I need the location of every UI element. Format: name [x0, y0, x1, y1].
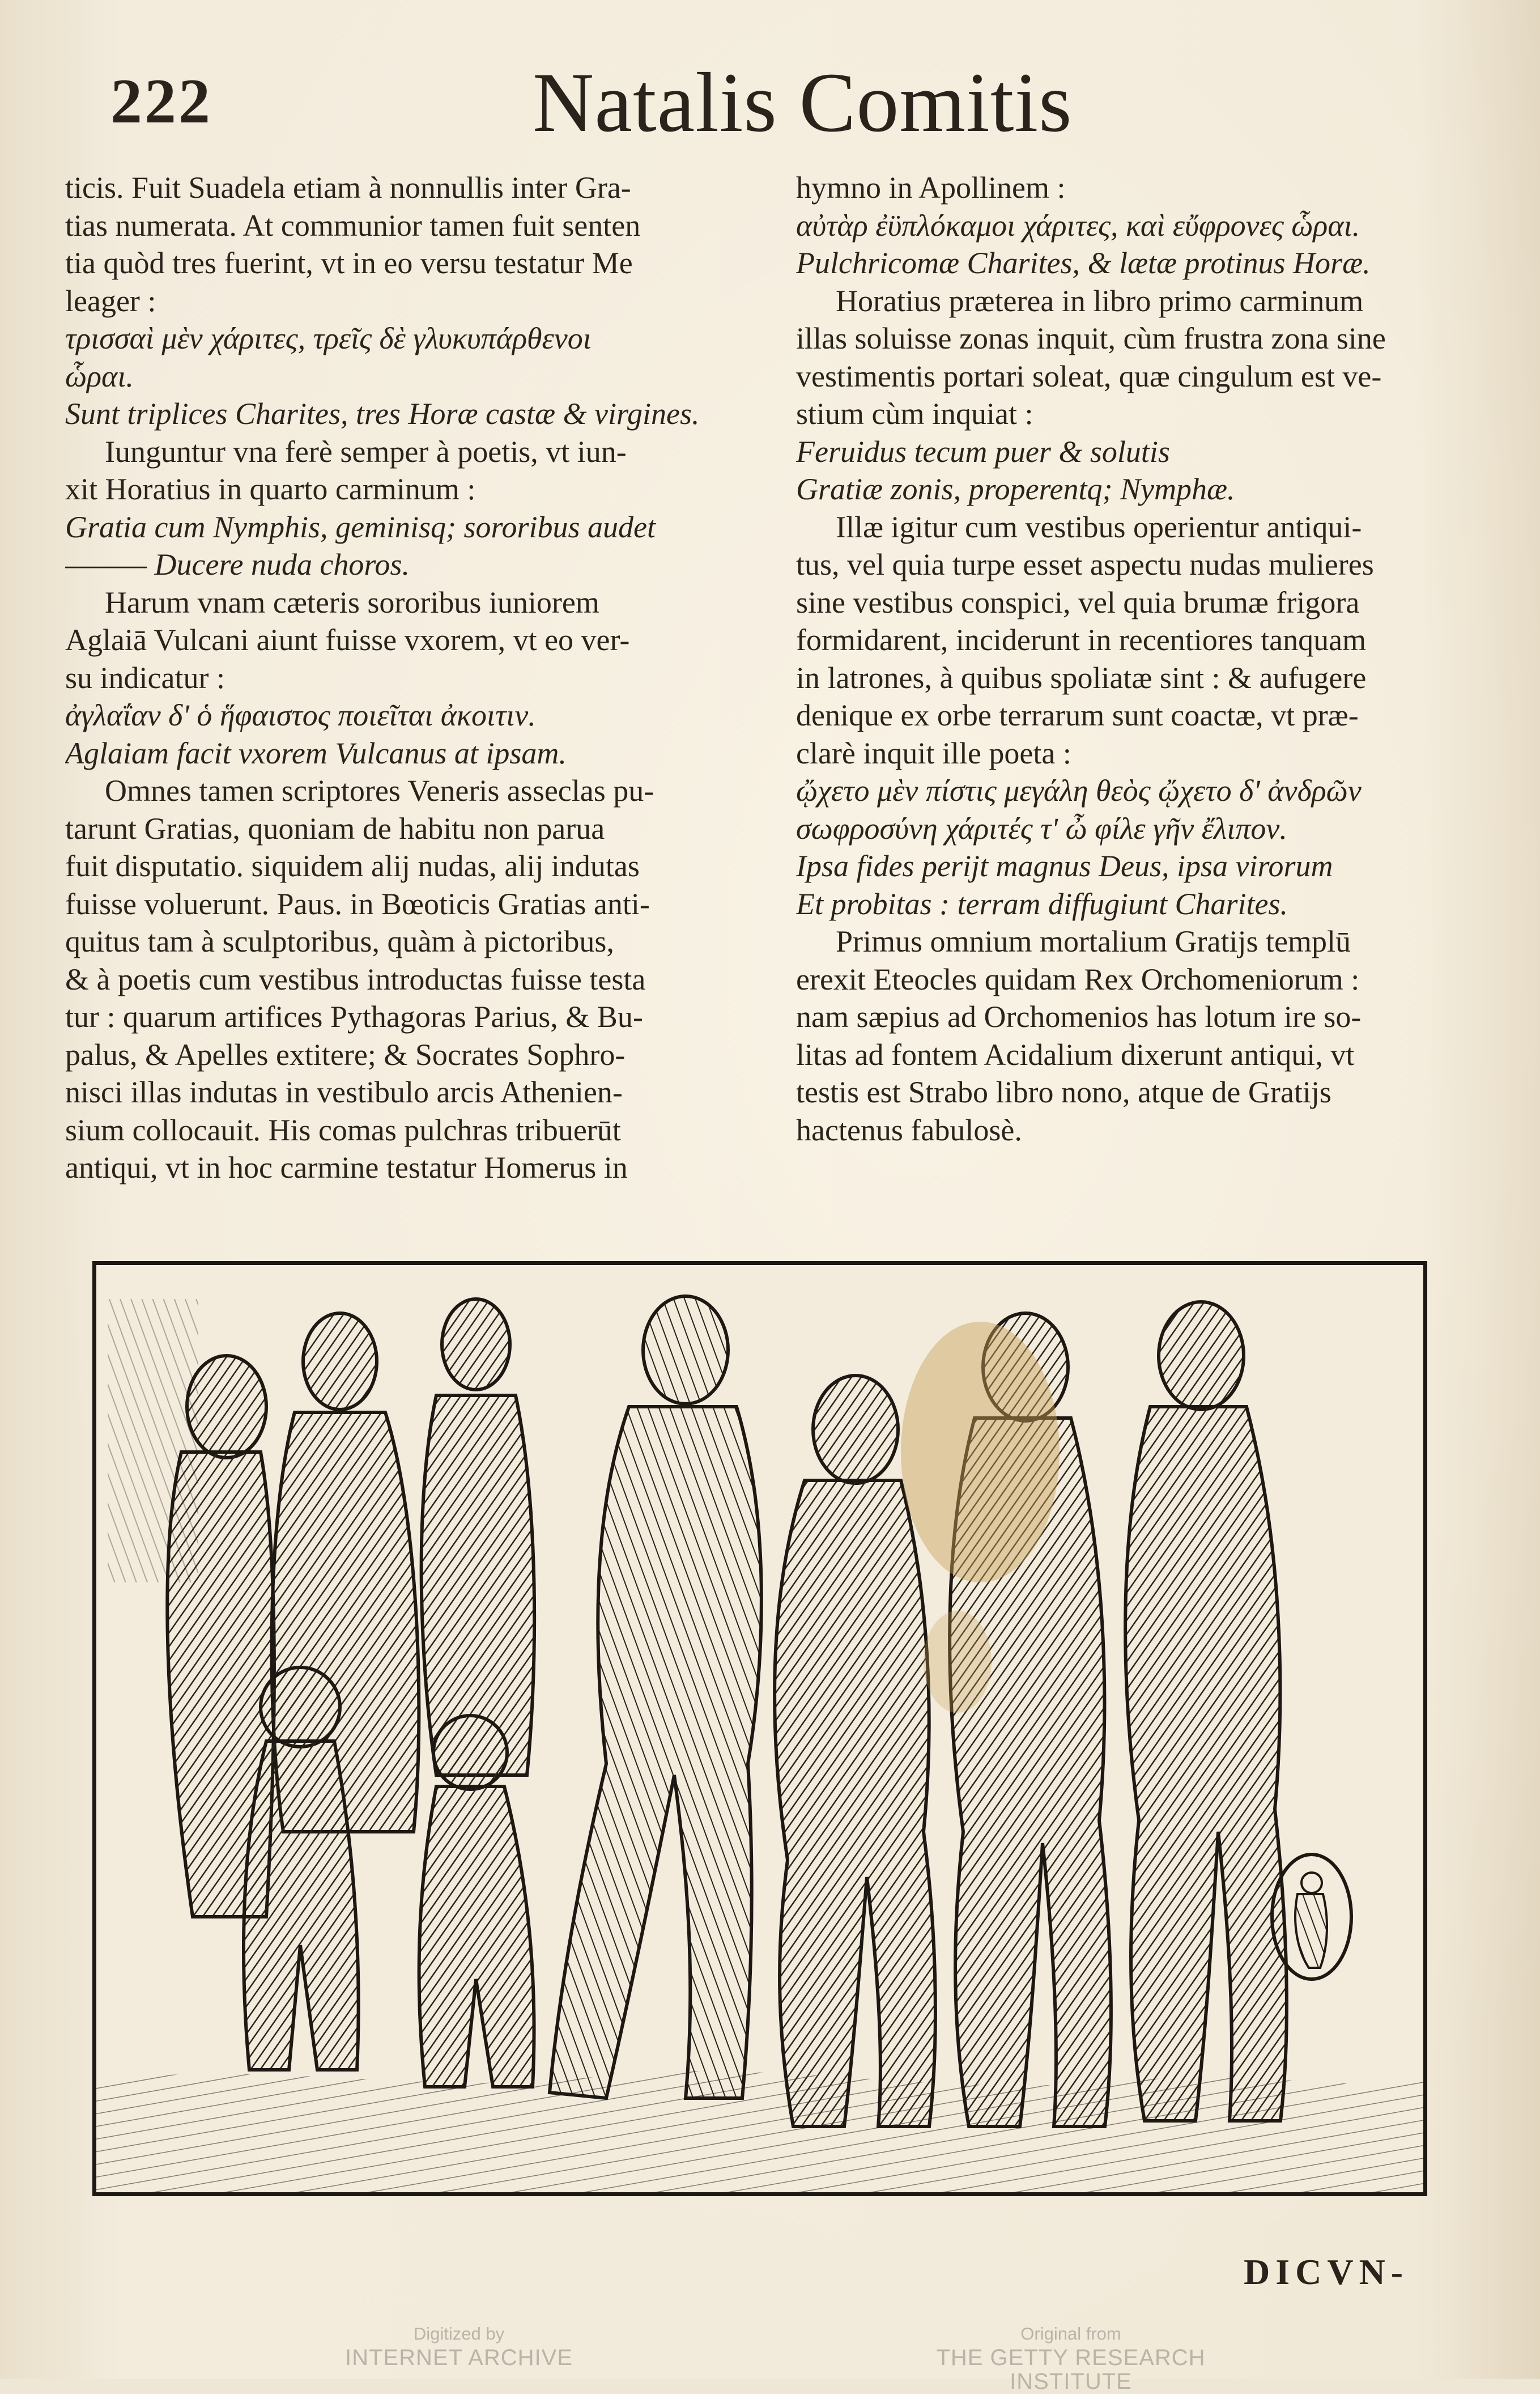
text-line: illas soluisse zonas inquit, cùm frustra zona sine	[796, 321, 1386, 355]
text-line: hymno in Apollinem :	[796, 171, 1066, 205]
woodcut-illustration	[92, 1261, 1427, 2196]
getty-label: THE GETTY RESEARCH INSTITUTE	[936, 2345, 1206, 2394]
page-number: 222	[110, 66, 212, 137]
catchword: DICVN-	[1244, 2252, 1409, 2292]
original-from-watermark	[873, 2322, 1269, 2393]
text-line: fuit disputatio. siquidem alij nudas, alij indutas	[65, 849, 640, 883]
page-header	[110, 54, 1504, 150]
text-line: ἀγλαΐαν δ' ὁ ἥφαιστος ποιεῖται ἀκοιτιν.	[65, 698, 536, 732]
text-line: formidarent, inciderunt in recentiores tanquam	[796, 623, 1367, 657]
text-line: αὐτὰρ ἐϋπλόκαμοι χάριτες, καὶ εὔφρονες ὧραι.	[796, 208, 1360, 243]
text-line: palus, & Apelles extitere; & Socrates Sophro-	[65, 1037, 626, 1072]
text-line: sium collocauit. His comas pulchras tribuerūt	[65, 1113, 621, 1147]
text-line: σωφροσύνη χάριτές τ' ὦ φίλε γῆν ἔλιπον.	[796, 811, 1287, 846]
text-line: Primus omnium mortalium Gratijs templū	[836, 924, 1351, 958]
woodcut-graces-figures	[96, 1265, 1423, 2192]
text-line: Et probitas : terram diffugiunt Charites.	[796, 886, 1288, 921]
text-line: leager :	[65, 283, 156, 318]
text-line: tus, vel quia turpe esset aspectu nudas mulieres	[796, 547, 1374, 581]
text-line: hactenus fabulosè.	[796, 1113, 1022, 1147]
text-line: Gratiæ zonis, properentq; Nymphæ.	[796, 472, 1235, 506]
text-line: Iunguntur vna ferè semper à poetis, vt iun-	[105, 434, 627, 469]
digitized-by-label: Digitized by	[413, 2324, 505, 2344]
text-line: Horatius præterea in libro primo carminum	[836, 283, 1364, 318]
text-line: Gratia cum Nymphis, geminisq; sororibus audet	[65, 510, 656, 544]
text-line: Sunt triplices Charites, tres Horæ castæ & virgines.	[65, 397, 700, 431]
text-line: vestimentis portari soleat, quæ cingulum est ve-	[796, 359, 1382, 393]
original-from-label: Original from	[1020, 2324, 1121, 2344]
left-text-column	[65, 169, 737, 1187]
text-line: tur : quarum artifices Pythagoras Parius, & Bu-	[65, 1000, 643, 1034]
text-line: τρισσαὶ μὲν χάριτες, τρεῖς δὲ γλυκυπάρθενοι	[65, 321, 592, 355]
text-line: su indicatur :	[65, 660, 225, 695]
internet-archive-label: INTERNET ARCHIVE	[345, 2345, 573, 2370]
text-line: in latrones, à quibus spoliatæ sint : & aufugere	[796, 660, 1367, 695]
text-line: xit Horatius in quarto carminum :	[65, 472, 476, 506]
text-line: Pulchricomæ Charites, & lætæ protinus Horæ.	[796, 246, 1371, 280]
text-line: Ipsa fides perijt magnus Deus, ipsa virorum	[796, 849, 1333, 883]
text-line: & à poetis cum vestibus introductas fuisse testa	[65, 962, 646, 996]
text-line: ὧραι.	[65, 359, 134, 393]
text-line: ᾤχετο μὲν πίστις μεγάλη θεὸς ᾤχετο δ' ἀνδρῶν	[796, 774, 1362, 808]
text-line: tias numerata. At communior tamen fuit senten	[65, 208, 641, 243]
text-line: erexit Eteocles quidam Rex Orchomeniorum :	[796, 962, 1360, 996]
text-line: sine vestibus conspici, vel quia brumæ frigora	[796, 585, 1360, 619]
text-line: testis est Strabo libro nono, atque de Gratijs	[796, 1075, 1331, 1109]
text-line: Aglaiam facit vxorem Vulcanus at ipsam.	[65, 736, 567, 770]
text-line: Harum vnam cæteris sororibus iuniorem	[105, 585, 599, 619]
text-line: clarè inquit ille poeta :	[796, 736, 1071, 770]
text-line: ticis. Fuit Suadela etiam à nonnullis inter Gra-	[65, 171, 631, 205]
text-line: denique ex orbe terrarum sunt coactæ, vt præ-	[796, 698, 1359, 732]
text-line: antiqui, vt in hoc carmine testatur Homerus in	[65, 1151, 628, 1185]
text-line: litas ad fontem Acidalium dixerunt antiqui, vt	[796, 1037, 1355, 1072]
running-title: Natalis Comitis	[533, 56, 1073, 150]
text-line: Illæ igitur cum vestibus operientur antiqui-	[836, 510, 1362, 544]
text-line: Feruidus tecum puer & solutis	[796, 434, 1170, 469]
text-line: nisci illas indutas in vestibulo arcis Athenien-	[65, 1075, 623, 1109]
text-line: tarunt Gratias, quoniam de habitu non parua	[65, 811, 605, 846]
text-line: fuisse voluerunt. Paus. in Bœoticis Gratias anti-	[65, 886, 650, 921]
text-line: nam sæpius ad Orchomenios has lotum ire so-	[796, 1000, 1362, 1034]
text-line: Omnes tamen scriptores Veneris asseclas pu-	[105, 774, 654, 808]
text-line: stium cùm inquiat :	[796, 397, 1033, 431]
right-text-column	[796, 169, 1467, 1149]
text-line: tia quòd tres fuerint, vt in eo versu testatur Me	[65, 246, 633, 280]
text-line: quitus tam à sculptoribus, quàm à pictoribus,	[65, 924, 614, 958]
digitized-by-watermark	[317, 2322, 601, 2370]
text-line: Aglaiā Vulcani aiunt fuisse vxorem, vt eo ver-	[65, 623, 630, 657]
text-line: ——— Ducere nuda choros.	[65, 547, 410, 581]
